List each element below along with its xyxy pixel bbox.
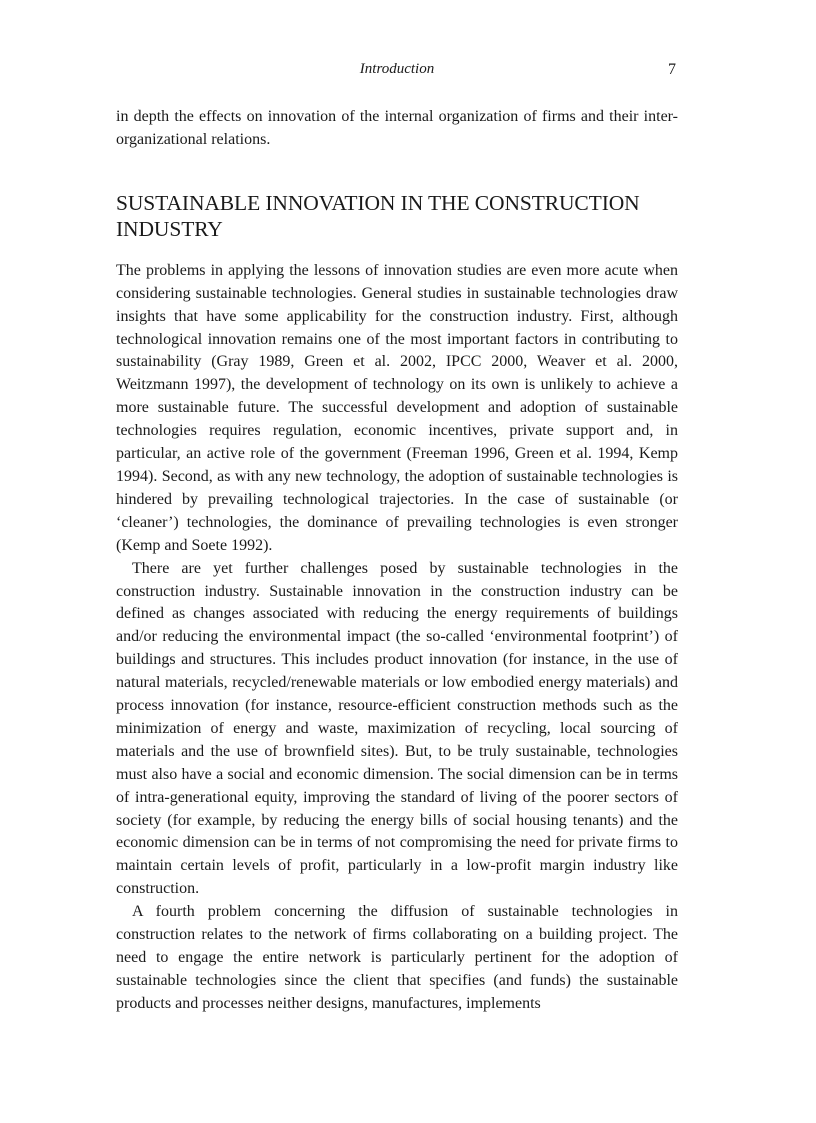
paragraph-continued: in depth the effects on innovation of the internal organization of firms and their inter-organizational relations. [116,108,678,148]
body-text [116,106,678,1016]
page-number: 7 [668,61,676,78]
paragraph: The problems in applying the lessons of innovation studies are even more acute when considering sustainable technologies. General studies in sustainable technologies draw insights that have some applicability for the construction industry. First, although technological innovation remains one of the most important factors in contributing to sustainability (Gray 1989, Green et al. 2002, IPCC 2000, Weaver et al. 2000, Weitzmann 1997), the development of technology on its own is unlikely to achieve a more sustainable future. The successful development and adoption of sustainable technologies requires regulation, economic incentives, private support and, in particular, an active role of the government (Freeman 1996, Green et al. 1994, Kemp 1994). Second, as with any new technology, the adoption of sustainable technologies is hindered by prevailing technological trajectories. In the case of sustainable (or ‘cleaner’) technologies, the dominance of prevailing technologies is even stronger (Kemp and Soete 1992). [116,261,678,554]
running-head-title: Introduction [359,61,435,77]
section-heading: SUSTAINABLE INNOVATION IN THE CONSTRUCTION INDUSTRY [116,190,640,241]
running-head [116,61,678,83]
paragraph: A fourth problem concerning the diffusion of sustainable technologies in construction relates to the network of firms collaborating on a building project. The need to engage the entire network is particularly pertinent for the adoption of sustainable technologies since the client that specifies (and funds) the sustainable products and processes neither designs, manufactures, implements [116,903,678,1012]
paragraph: There are yet further challenges posed by sustainable technologies in the construction industry. Sustainable innovation in the construction industry can be defined as changes associated with reducing the energy requirements of buildings and/or reducing the environmental impact (the so-called ‘environmental footprint’) of buildings and structures. This includes product innovation (for instance, in the use of natural materials, recycled/renewable materials or low embodied energy materials) and process innovation (for instance, resource-efficient construction methods such as the minimization of energy and waste, maximization of recycling, local sourcing of materials and the use of brownfield sites). But, to be truly sustainable, technologies must also have a social and economic dimension. The social dimension can be in terms of intra-generational equity, improving the standard of living of the poorer sectors of society (for example, by reducing the energy bills of social housing tenants) and the economic dimension can be in terms of not compromising the need for private firms to maintain certain levels of profit, particularly in a low-profit margin industry like construction. [116,559,678,898]
